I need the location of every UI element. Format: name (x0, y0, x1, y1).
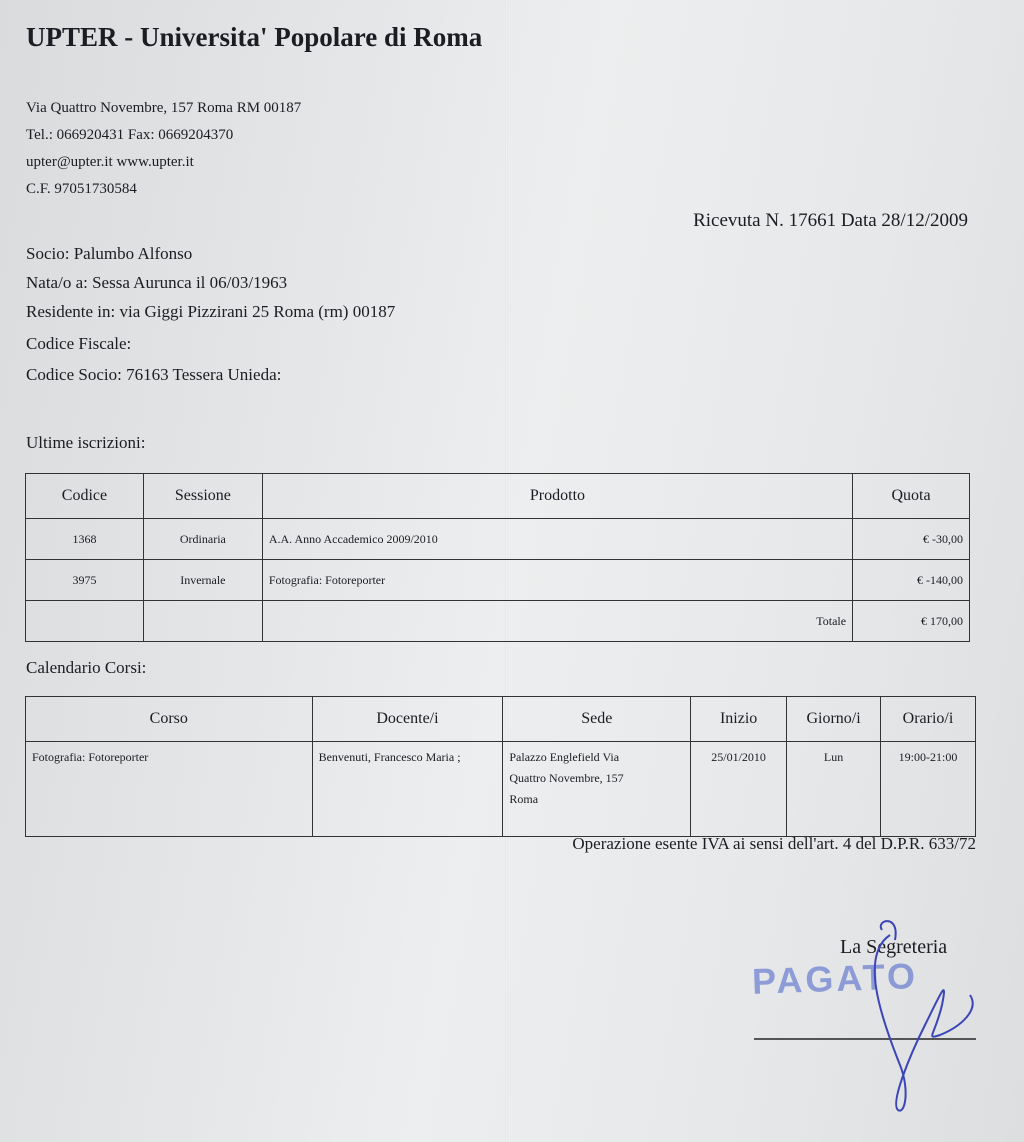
calendario-label: Calendario Corsi: (26, 658, 147, 677)
signature-mark (830, 915, 990, 1125)
cell-quota: € -30,00 (853, 519, 970, 560)
header-giorno: Giorno/i (787, 697, 881, 742)
iscrizioni-table (25, 473, 970, 642)
iscrizioni-label: Ultime iscrizioni: (26, 433, 146, 452)
table-header-row (26, 474, 970, 519)
cell-quota: € -140,00 (853, 560, 970, 601)
cell-sede (503, 742, 691, 837)
cell-prodotto: Fotografia: Fotoreporter (262, 560, 852, 601)
member-residence: Residente in: via Giggi Pizzirani 25 Roma (rm) 00187 (26, 302, 396, 321)
member-name: Socio: Palumbo Alfonso (26, 244, 193, 263)
receipt-number: Ricevuta N. 17661 Data 28/12/2009 (693, 210, 968, 231)
cell-corso: Fotografia: Fotoreporter (26, 742, 313, 837)
header-sede: Sede (503, 697, 691, 742)
signature-stroke (875, 935, 973, 1111)
table-row (26, 560, 970, 601)
member-birth: Nata/o a: Sessa Aurunca il 06/03/1963 (26, 273, 288, 292)
cell-sessione: Ordinaria (143, 519, 262, 560)
cf-line: C.F. 97051730584 (26, 181, 137, 197)
cell-codice: 1368 (26, 519, 144, 560)
table-header-row (26, 697, 976, 742)
cell-sessione: Invernale (143, 560, 262, 601)
header-orario: Orario/i (881, 697, 976, 742)
table-row (26, 519, 970, 560)
cell-orario: 19:00-21:00 (881, 742, 976, 837)
header-docente: Docente/i (312, 697, 503, 742)
totale-row (26, 601, 970, 642)
document-title: UPTER - Universita' Popolare di Roma (26, 22, 483, 52)
sede-line-1: Palazzo Englefield Via (509, 750, 620, 764)
empty-cell (26, 601, 144, 642)
totale-label: Totale (262, 601, 852, 642)
header-codice: Codice (26, 474, 144, 519)
cell-docente: Benvenuti, Francesco Maria ; (312, 742, 503, 837)
web-line: upter@upter.it www.upter.it (26, 154, 194, 170)
phone-line: Tel.: 066920431 Fax: 0669204370 (26, 127, 234, 143)
cell-giorno: Lun (787, 742, 881, 837)
sede-line-3: Roma (509, 792, 539, 806)
header-corso: Corso (26, 697, 313, 742)
header-prodotto: Prodotto (262, 474, 852, 519)
table-row (26, 742, 976, 837)
header-inizio: Inizio (691, 697, 787, 742)
member-fiscal-code: Codice Fiscale: (26, 334, 132, 353)
sede-line-2: Quattro Novembre, 157 (509, 771, 624, 785)
cell-codice: 3975 (26, 560, 144, 601)
header-quota: Quota (853, 474, 970, 519)
paid-stamp: PAGATO (751, 955, 919, 1002)
address-line: Via Quattro Novembre, 157 Roma RM 00187 (26, 100, 302, 116)
cell-prodotto: A.A. Anno Accademico 2009/2010 (262, 519, 852, 560)
member-code: Codice Socio: 76163 Tessera Unieda: (26, 365, 282, 384)
totale-value: € 170,00 (853, 601, 970, 642)
iva-note: Operazione esente IVA ai sensi dell'art. 4 del D.P.R. 633/72 (572, 834, 976, 853)
calendario-table (25, 696, 976, 837)
empty-cell (143, 601, 262, 642)
header-sessione: Sessione (143, 474, 262, 519)
segreteria-label: La Segreteria (840, 936, 948, 958)
cell-inizio: 25/01/2010 (691, 742, 787, 837)
